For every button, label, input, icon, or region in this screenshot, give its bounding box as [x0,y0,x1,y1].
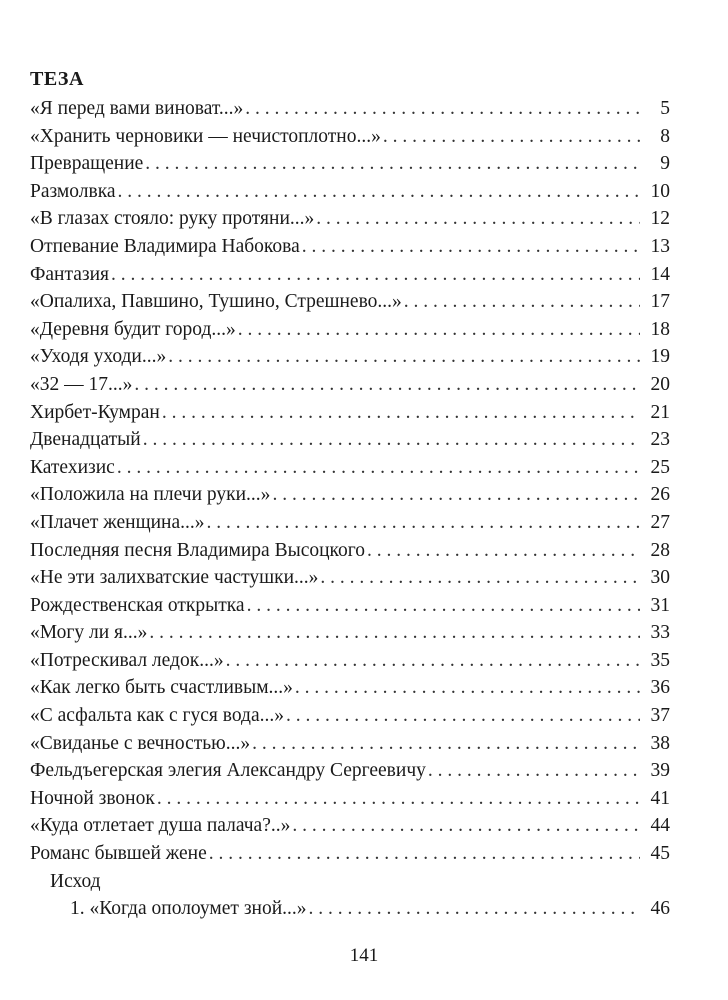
toc-entry-page: 5 [660,98,670,119]
toc-entry-page: 27 [650,511,670,533]
toc-entry [30,233,670,261]
toc-entry [30,674,670,702]
toc-entry [30,123,670,151]
toc-entry [30,702,670,730]
toc-entry-title: «Плачет женщина...» [30,511,205,533]
toc-entry-page: 35 [650,649,670,671]
toc-entry [30,812,670,840]
toc-entry-title: «Деревня будит город...» [30,318,236,340]
toc-entry-page: 10 [650,180,670,202]
toc-entry-title: «Куда отлетает душа палача?..» [30,815,291,837]
toc-entry-page: 36 [650,677,670,699]
toc-entry-page: 9 [660,153,670,175]
toc-entry-title: Последняя песня Владимира Высоцкого [30,539,366,561]
toc-entry [30,537,670,565]
toc-entry-title: Хирбет-Кумран [30,401,160,423]
toc-entry [30,205,670,233]
dot-leader [367,537,640,565]
dot-leader [404,288,640,316]
toc-entry-page: 18 [650,318,670,340]
toc-entry-page: 45 [650,843,670,865]
toc-entry-title: Фантазия [30,263,110,285]
toc-entry [30,178,670,206]
dot-leader [207,509,640,537]
toc-entry-page: 30 [650,567,670,589]
toc-entry [30,647,670,675]
dot-leader [168,343,640,371]
toc-entry-title: «Я перед вами виноват...» [30,98,244,119]
dot-leader [272,481,640,509]
toc-entry [30,316,670,344]
toc-entry-title: Фельдъегерская элегия Александру Сергеевичу [30,760,426,782]
toc-entry-page: 44 [650,815,670,837]
page-number: 141 [349,945,379,966]
dot-leader [238,316,640,344]
section-title: ТЕЗА [30,68,84,90]
toc-entry-page: 12 [650,208,670,230]
toc-entry-page: 46 [650,898,670,920]
toc-entry-title: «Могу ли я...» [30,622,148,644]
toc-entry-title: «32 — 17...» [30,373,133,395]
toc-entry [30,454,670,482]
dot-leader [134,371,640,399]
dot-leader [295,674,640,702]
toc-entry-page: 19 [650,346,670,368]
toc-entry-page: 13 [650,235,670,257]
dot-leader [309,895,640,923]
toc-entry-title: «Опалиха, Павшино, Тушино, Стрешнево...» [30,291,402,313]
dot-leader [157,785,640,813]
toc-entry-title: «Уходя уходи...» [30,346,167,368]
toc-entry [30,426,670,454]
toc-entry-page: 25 [650,456,670,478]
toc-entry-title: «Свиданье с вечностью...» [30,732,251,754]
dot-leader [143,426,640,454]
toc-entry-title: «В глазах стояло: руку протяни...» [30,208,315,230]
toc-entry [30,592,670,620]
toc-entry [30,399,670,427]
toc-entry-page: 21 [650,401,670,423]
toc-entry-title: «Хранить черновики — нечистоплотно...» [30,125,381,147]
toc-entry-page: 23 [650,429,670,451]
toc-entry-title: «Как легко быть счастливым...» [30,677,293,699]
dot-leader [245,95,640,123]
dot-leader [320,564,640,592]
toc-entry-page: 37 [650,705,670,727]
toc-entry-title: Ночной звонок [30,787,155,809]
dot-leader [209,840,640,868]
toc-entry [30,895,670,923]
toc-entry [30,371,670,399]
toc-entry-page: 20 [650,373,670,395]
toc-entry-title: Превращение [30,153,144,175]
toc-entry [30,288,670,316]
toc-entry [30,481,670,509]
dot-leader [226,647,640,675]
toc-entry [30,730,670,758]
dot-leader [145,150,640,178]
table-of-contents [30,95,670,923]
dot-leader [286,702,640,730]
dot-leader [162,399,640,427]
toc-entry-title: «Положила на плечи руки...» [30,484,271,506]
dot-leader [111,261,640,289]
toc-entry [30,785,670,813]
toc-entry-page: 17 [650,291,670,313]
toc-entry-page: 8 [660,125,670,147]
toc-entry [30,564,670,592]
toc-entry [30,757,670,785]
toc-entry [30,509,670,537]
dot-leader [302,233,640,261]
toc-entry-title: Рождественская открытка [30,594,245,616]
dot-leader [117,454,640,482]
toc-entry-page: 14 [650,263,670,285]
toc-entry-title: Отпевание Владимира Набокова [30,235,300,257]
toc-entry [30,150,670,178]
toc-entry [30,840,670,868]
toc-entry-page: 38 [650,732,670,754]
toc-entry-title: Двенадцатый [30,429,141,451]
toc-entry-title: «Потрескивал ледок...» [30,649,224,671]
toc-entry [30,868,670,896]
toc-entry-page: 26 [650,484,670,506]
toc-entry-page: 41 [650,787,670,809]
dot-leader [252,730,640,758]
toc-entry-title: Катехизис [30,456,115,478]
toc-entry-page: 33 [650,622,670,644]
toc-entry [30,261,670,289]
dot-leader [149,619,640,647]
toc-entry [30,619,670,647]
dot-leader [292,812,640,840]
toc-entry-title: «С асфальта как с гуся вода...» [30,705,284,727]
toc-entry-title: Исход [50,870,101,892]
toc-entry-page: 39 [650,760,670,782]
dot-leader [316,205,640,233]
toc-entry-page: 28 [650,539,670,561]
dot-leader [428,757,640,785]
toc-entry [30,95,670,123]
toc-entry-title: Романс бывшей жене [30,843,207,865]
toc-entry-title: 1. «Когда ополоумет зной...» [70,898,307,920]
toc-entry-title: Размолвка [30,180,116,202]
toc-entry [30,343,670,371]
dot-leader [247,592,640,620]
dot-leader [383,123,640,151]
toc-entry-page: 31 [650,594,670,616]
toc-entry-title: «Не эти залихватские частушки...» [30,567,319,589]
dot-leader [118,178,640,206]
